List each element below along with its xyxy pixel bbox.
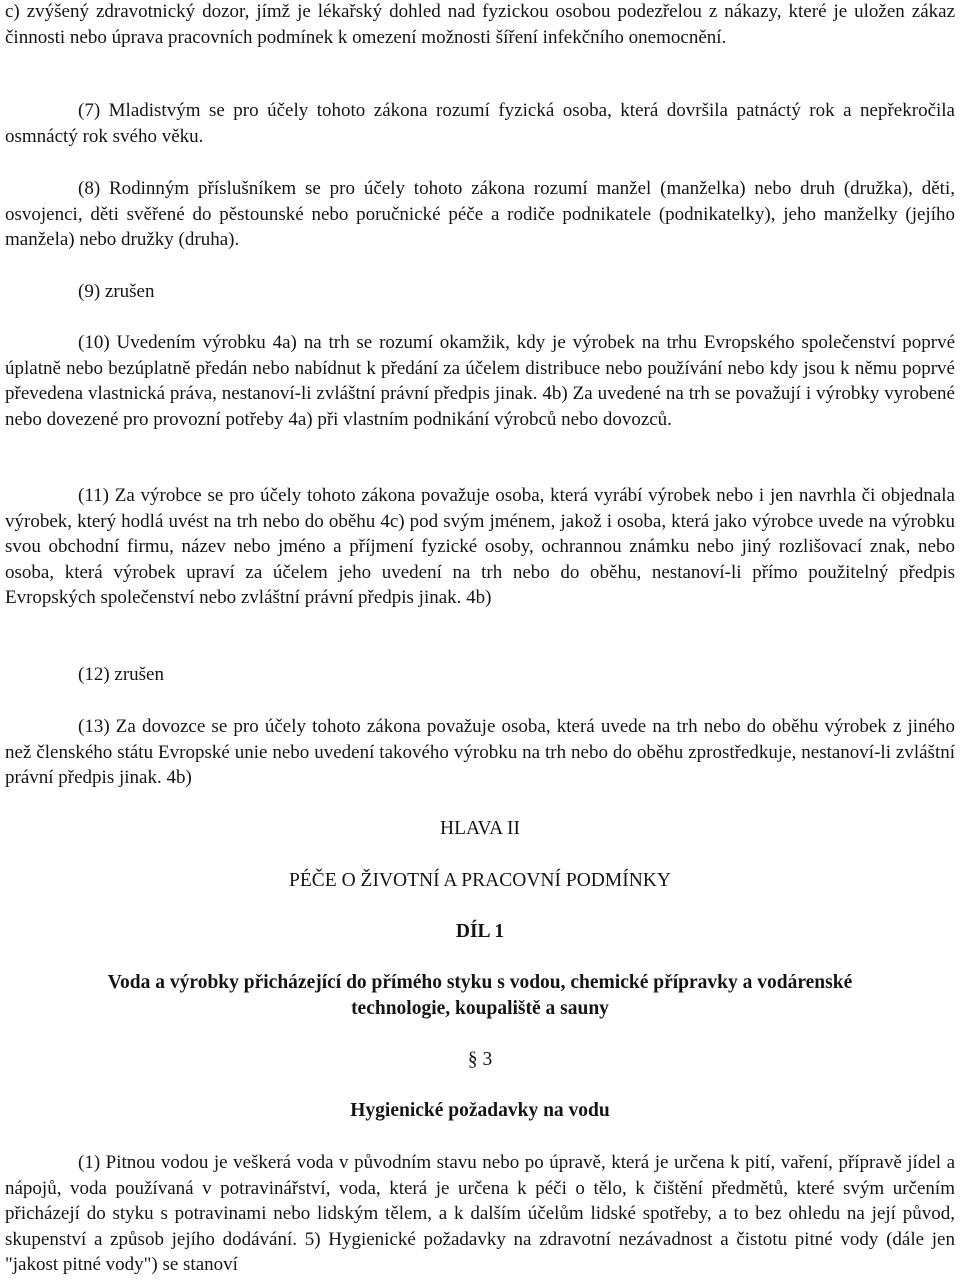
- section-title: Hygienické požadavky na vodu: [350, 1100, 610, 1121]
- part-heading: DÍL 1: [455, 921, 505, 942]
- paragraph-12: (12) zrušen: [78, 664, 164, 685]
- paragraph-c: c) zvýšený zdravotnický dozor, jímž je lékařský dohled nad fyzickou osobou podezřelou z nákazy, které je uložen zákaz činnosti nebo úprava pracovních podmínek k omezení možnosti šíření infekčního onemocnění.: [5, 1, 955, 48]
- paragraph-11: (11) Za výrobce se pro účely tohoto zákona považuje osoba, která vyrábí výrobek nebo i jen navrhla či objednala výrobek, který hodlá uvést na trh nebo do oběhu 4c) pod svým jménem, jakož i osoba, která jako výrobce uvede na výrobku svou obchodní firmu, název nebo jméno a příjmení fyzické osoby, ochrannou známku nebo jiný rozlišovací znak, nebo osoba, která výrobek upraví za účelem jeho uvedení na trh nebo do oběhu, nestanoví-li přímo použitelný předpis Evropských společenství nebo zvláštní právní předpis jinak. 4b): [5, 485, 955, 608]
- part-title-line-1: Voda a výrobky přicházející do přímého styku s vodou, chemické přípravky a vodárenské: [107, 972, 853, 993]
- section-3-paragraph-1: (1) Pitnou vodou je veškerá voda v původním stavu nebo po úpravě, která je určena k pití, vaření, přípravě jídel a nápojů, voda používaná v potravinářství, voda, která je určena k péči o tělo, k čištění předmětů, které svým určením přicházejí do styku s potravinami nebo lidským tělem, a k dalším účelům lidské spotřeby, a to bez ohledu na její původ, skupenství a způsob jejího dodávání. 5) Hygienické požadavky na zdravotní nezávadnost a čistotu pitné vody (dále jen "jakost pitné vody") se stanoví: [5, 1152, 955, 1275]
- part-title-line-2: technologie, koupaliště a sauny: [351, 998, 609, 1019]
- paragraph-13: (13) Za dovozce se pro účely tohoto zákona považuje osoba, která uvede na trh nebo do oběhu výrobek z jiného než členského státu Evropské unie nebo uvedení takového výrobku na trh nebo do oběhu zprostředkuje, nestanoví-li zvláštní právní předpis jinak. 4b): [5, 716, 955, 788]
- chapter-heading: HLAVA II: [440, 818, 520, 839]
- paragraph-10: (10) Uvedením výrobku 4a) na trh se rozumí okamžik, kdy je výrobek na trhu Evropského společenství poprvé úplatně nebo bezúplatně předán nebo nabídnut k předání za účelem distribuce nebo používání nebo kdy jsou k němu poprvé převedena vlastnická práva, nestanoví-li zvláštní právní předpis jinak. 4b) Za uvedené na trh se považují i výrobky vyrobené nebo dovezené pro provozní potřeby 4a) při vlastním podnikání výrobců nebo dovozců.: [5, 332, 955, 430]
- paragraph-7: (7) Mladistvým se pro účely tohoto zákona rozumí fyzická osoba, která dovršila patnáctý rok a nepřekročila osmnáctý rok svého věku.: [5, 100, 955, 147]
- chapter-title: PÉČE O ŽIVOTNÍ A PRACOVNÍ PODMÍNKY: [289, 870, 671, 891]
- section-number: § 3: [467, 1049, 493, 1070]
- paragraph-8: (8) Rodinným příslušníkem se pro účely tohoto zákona rozumí manžel (manželka) nebo druh (družka), děti, osvojenci, děti svěřené do pěstounské nebo poručnické péče a rodiče podnikatele (podnikatelky), jeho manželky (jejího manžela) nebo družky (druha).: [5, 178, 955, 250]
- paragraph-9: (9) zrušen: [78, 281, 155, 302]
